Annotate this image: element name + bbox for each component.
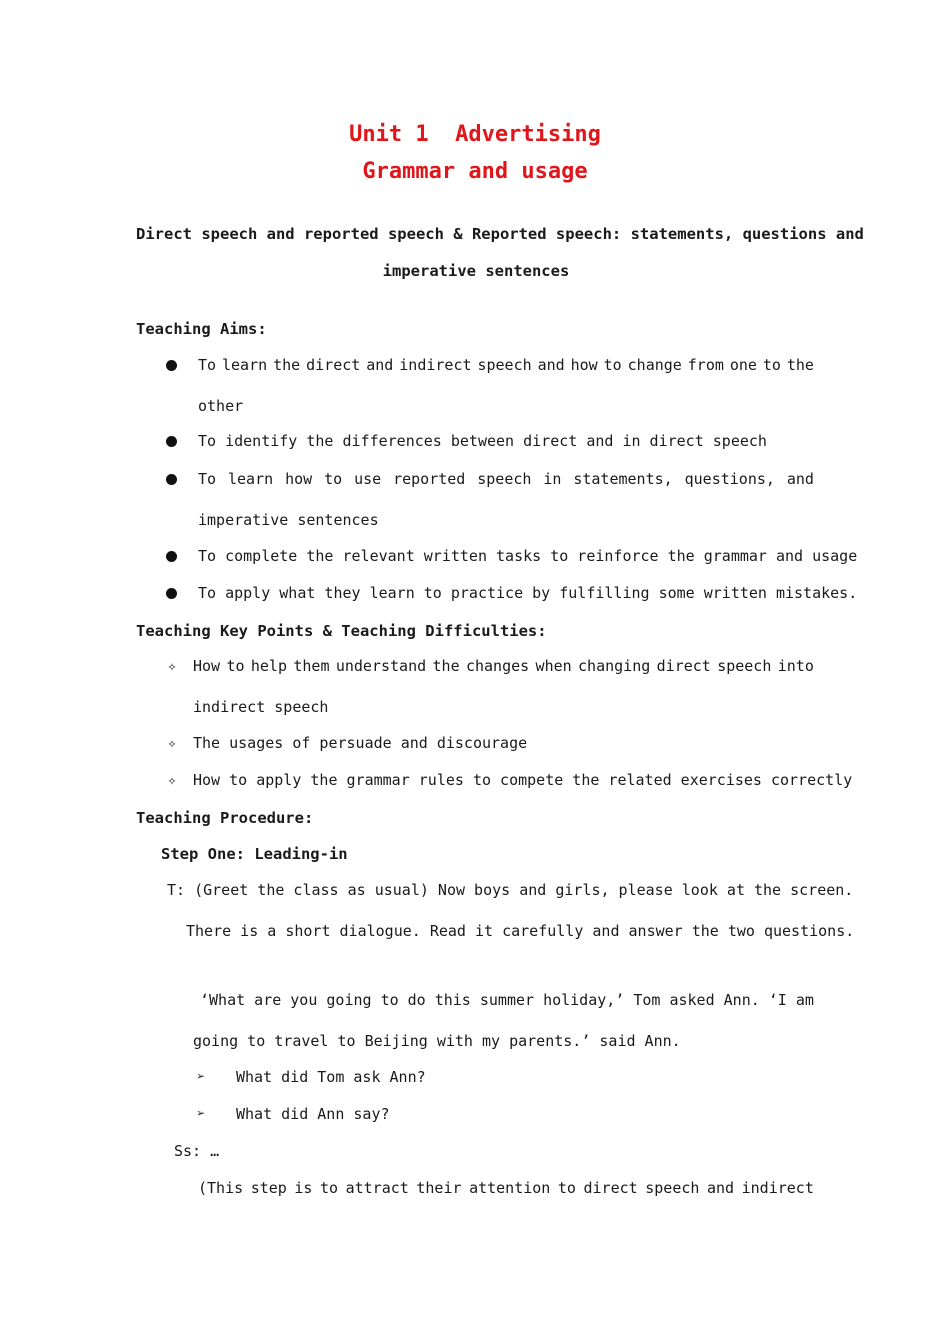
word: you [290,991,318,1009]
aim-item-1-line-2: other [198,397,244,415]
word: the [786,356,814,374]
word: asked [669,991,715,1009]
word: statements, [573,470,673,488]
topic-line-2: imperative sentences [382,262,570,280]
bullet-icon [165,587,177,599]
word: changing [578,657,651,675]
word: ‘What [200,991,246,1009]
word: how [570,356,598,374]
word: to [380,991,399,1009]
word: Ann. [723,991,760,1009]
word: to [226,657,245,675]
students-response: Ss: … [174,1142,220,1160]
diamond-bullet-icon: ✧ [167,657,177,675]
diamond-bullet-icon: ✧ [167,771,177,789]
word: learn [227,470,274,488]
document-title: Unit 1 Advertising [349,122,601,147]
aim-item-1-line-1 [198,356,814,374]
word: speech [645,1179,700,1197]
key-point-1-line-1 [193,657,814,675]
topic-line-1: Direct speech and reported speech & Reported speech: statements, questions and [136,225,864,243]
word: am [795,991,814,1009]
word: direct [583,1179,638,1197]
dialogue-line-2: going to travel to Beijing with my parents.’ said Ann. [193,1032,681,1050]
word: from [687,356,724,374]
word: reported [393,470,466,488]
word: How [193,657,221,675]
word: summer [479,991,535,1009]
word: attention [469,1179,551,1197]
step-one-heading: Step One: Leading-in [161,845,348,863]
aim-item-5: To apply what they learn to practice by fulfilling some written mistakes. [198,584,858,602]
bullet-icon [165,473,177,485]
word: use [354,470,382,488]
word: indirect [741,1179,814,1197]
teacher-line-2: There is a short dialogue. Read it carefully and answer the two questions. [186,922,855,940]
word: to [603,356,622,374]
word: do [407,991,426,1009]
word: ‘I [768,991,787,1009]
word: one [729,356,757,374]
word: the [432,657,460,675]
word: learn [222,356,268,374]
word: and [706,1179,735,1197]
word: into [777,657,814,675]
word: changes [465,657,530,675]
word: how [285,470,313,488]
word: to [319,1179,339,1197]
word: attract [345,1179,409,1197]
word: Tom [633,991,661,1009]
word: this [434,991,471,1009]
word: (This [198,1179,244,1197]
arrow-bullet-icon: ➢ [196,1106,206,1122]
word: to [324,470,343,488]
word: help [250,657,287,675]
bullet-icon [165,359,177,371]
aim-item-3-line-2: imperative sentences [198,511,379,529]
word: direct [656,657,711,675]
word: To [198,470,217,488]
word: going [326,991,372,1009]
question-1: What did Tom ask Ann? [236,1068,426,1086]
word: speech [477,356,532,374]
bullet-icon [165,550,177,562]
section-heading-aims: Teaching Aims: [136,320,267,338]
word: is [294,1179,313,1197]
teacher-line-1: T: (Greet the class as usual) Now boys and girls, please look at the screen. [167,881,854,899]
key-point-3: How to apply the grammar rules to compete the related exercises correctly [193,771,853,789]
word: To [198,356,217,374]
word: the [273,356,301,374]
question-2: What did Ann say? [236,1105,390,1123]
section-heading-procedure: Teaching Procedure: [136,809,314,827]
note-line-1 [198,1179,814,1197]
word: to [557,1179,576,1197]
word: in [543,470,562,488]
aim-item-2: To identify the differences between direct and in direct speech [198,432,767,450]
word: and [537,356,565,374]
word: them [293,657,330,675]
section-heading-key-points: Teaching Key Points & Teaching Difficulties: [136,622,547,640]
word: speech [717,657,772,675]
word: and [786,470,814,488]
diamond-bullet-icon: ✧ [167,734,177,752]
word: understand [335,657,427,675]
arrow-bullet-icon: ➢ [196,1069,206,1085]
word: their [416,1179,462,1197]
word: change [627,356,682,374]
aim-item-3-line-1 [198,470,814,488]
word: speech [477,470,532,488]
word: direct [306,356,361,374]
document-subtitle-title: Grammar and usage [362,159,588,184]
word: are [254,991,282,1009]
word: indirect [399,356,472,374]
word: questions, [684,470,775,488]
bullet-icon [165,435,177,447]
word: when [535,657,572,675]
aim-item-4: To complete the relevant written tasks to reinforce the grammar and usage [198,547,858,565]
key-point-2: The usages of persuade and discourage [193,734,528,752]
word: step [250,1179,287,1197]
word: to [762,356,781,374]
word: holiday,’ [543,991,625,1009]
key-point-1-line-2: indirect speech [193,698,329,716]
dialogue-line-1 [200,991,814,1009]
word: and [366,356,394,374]
